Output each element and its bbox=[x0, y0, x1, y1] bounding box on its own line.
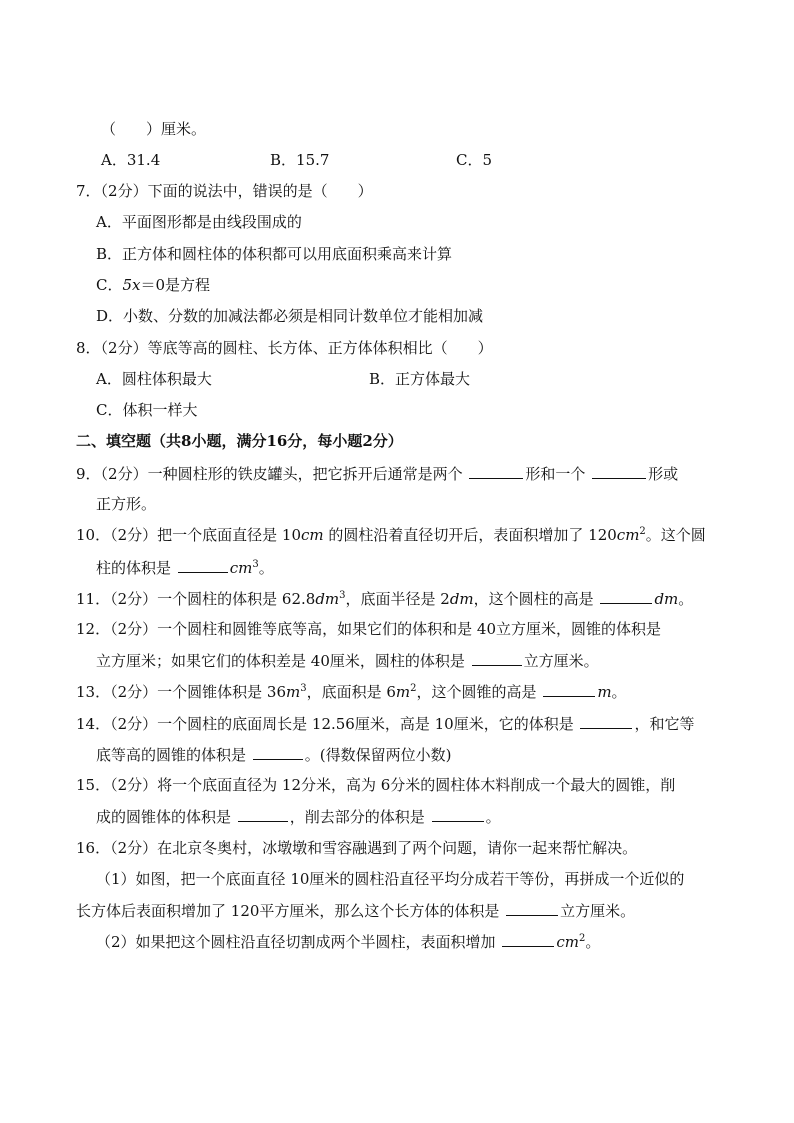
q13-unit-m-3: m bbox=[597, 683, 612, 701]
q10-unit-cm-3: cm bbox=[229, 559, 253, 577]
q6-tail: （ ）厘米。 bbox=[101, 120, 207, 138]
q10-unit-cm-2: cm bbox=[616, 526, 640, 544]
q10-line-1 bbox=[76, 525, 706, 545]
q11-blank[interactable] bbox=[600, 588, 652, 604]
q16-text-c: （2）如果把这个圆柱沿直径切割成两个半圆柱，表面积增加 bbox=[96, 933, 501, 951]
q13-line bbox=[76, 681, 627, 702]
q6-option-b: B．15.7 bbox=[270, 151, 330, 169]
q10-line-2 bbox=[96, 557, 274, 578]
q13-sup-2: 2 bbox=[410, 683, 417, 694]
q8-option-b: B．正方体最大 bbox=[369, 370, 471, 388]
q9-line-2: 正方形。 bbox=[96, 495, 157, 513]
q7-stem: 7．（2分）下面的说法中，错误的是（ ） bbox=[76, 182, 373, 200]
q15-text-a: 成的圆锥体的体积是 bbox=[96, 808, 236, 826]
q12-line-2 bbox=[96, 650, 599, 671]
q16-end: 。 bbox=[585, 933, 601, 951]
q11-sup-3: 3 bbox=[339, 590, 346, 601]
q8-stem: 8．（2分）等底等高的圆柱、长方体、正方体体积相比（ ） bbox=[76, 339, 493, 357]
q16-part-2 bbox=[96, 931, 600, 952]
q14-text-b: ，和它等 bbox=[634, 715, 695, 733]
q16-blank-1[interactable] bbox=[506, 900, 558, 916]
q16-part-1-line-1: （1）如图，把一个底面直径 10厘米的圆柱沿直径平均分成若干等份，再拼成一个近似的 bbox=[96, 870, 685, 888]
q8-option-c: C．体积一样大 bbox=[96, 401, 198, 419]
q9-text-b: 形和一个 bbox=[525, 465, 591, 483]
q15-line-1: 15．（2分）将一个底面直径为 12分米，高为 6分米的圆柱体木料削成一个最大的圆锥，削 bbox=[76, 776, 676, 794]
q9-blank-1[interactable] bbox=[469, 463, 523, 479]
q16-sup-2: 2 bbox=[578, 933, 586, 944]
q14-line-2 bbox=[96, 744, 452, 765]
q14-text-a: 14．（2分）一个圆柱的底面周长是 12.56厘米，高是 10厘米，它的体积是 bbox=[76, 715, 579, 733]
q11-text-b: ，底面半径是 2 bbox=[345, 590, 450, 608]
q16-unit-cm: cm bbox=[556, 933, 579, 951]
q11-line bbox=[76, 588, 693, 609]
q10-text-c: 。这个圆 bbox=[645, 526, 706, 544]
q16-stem: 16．（2分）在北京冬奥村，冰墩墩和雪容融遇到了两个问题，请你一起来帮忙解决。 bbox=[76, 839, 638, 857]
q11-unit-dm-2: dm bbox=[449, 590, 474, 608]
q11-text-a: 11．（2分）一个圆柱的体积是 62.8 bbox=[76, 590, 316, 608]
q15-end: 。 bbox=[485, 808, 501, 826]
q9-line-1 bbox=[76, 463, 678, 484]
q10-unit-cm: cm bbox=[301, 526, 324, 544]
q14-line-1 bbox=[76, 713, 694, 734]
q6-option-a: A．31.4 bbox=[101, 151, 161, 169]
q16-blank-2[interactable] bbox=[502, 931, 554, 947]
q7-option-a: A．平面图形都是由线段围成的 bbox=[96, 213, 302, 231]
q13-text-c: ，这个圆锥的高是 bbox=[416, 683, 542, 701]
q15-text-b: ，削去部分的体积是 bbox=[289, 808, 430, 826]
q7-option-c bbox=[96, 275, 210, 295]
q11-unit-dm-3: dm bbox=[654, 590, 679, 608]
q16-text-a: 长方体后表面积增加了 120平方厘米，那么这个长方体的体积是 bbox=[76, 902, 505, 920]
q7-option-c-rest: ＝0是方程 bbox=[140, 276, 211, 294]
q13-end: 。 bbox=[611, 683, 627, 701]
q10-text-a: 10．（2分）把一个底面直径是 10 bbox=[76, 526, 301, 544]
q8-option-a: A．圆柱体积最大 bbox=[96, 370, 212, 388]
q13-unit-m: m bbox=[286, 683, 301, 701]
q12-blank[interactable] bbox=[472, 650, 522, 666]
q13-unit-m-2: m bbox=[395, 683, 411, 701]
section-2-title: 二、填空题（共8小题，满分16分，每小题2分） bbox=[76, 432, 403, 450]
q10-text-d: 柱的体积是 bbox=[96, 559, 176, 577]
q7-option-c-var: 5x bbox=[122, 276, 141, 294]
q11-end: 。 bbox=[678, 590, 694, 608]
q15-line-2 bbox=[96, 806, 501, 827]
q7-option-b: B．正方体和圆柱体的体积都可以用底面积乘高来计算 bbox=[96, 245, 453, 263]
q13-blank[interactable] bbox=[543, 681, 595, 697]
q10-text-b: 的圆柱沿着直径切开后，表面积增加了 120 bbox=[323, 526, 617, 544]
q12-line-1: 12．（2分）一个圆柱和圆锥等底等高，如果它们的体积和是 40立方厘米，圆锥的体积是 bbox=[76, 620, 661, 638]
q16-text-b: 立方厘米。 bbox=[560, 902, 636, 920]
q9-text-c: 形或 bbox=[648, 465, 679, 483]
q15-blank-1[interactable] bbox=[238, 806, 288, 822]
q13-text-b: ，底面积是 6 bbox=[306, 683, 396, 701]
q14-text-d: 。(得数保留两位小数) bbox=[304, 746, 452, 764]
q10-end: 。 bbox=[258, 559, 274, 577]
q11-unit-dm: dm bbox=[315, 590, 340, 608]
q16-part-1-line-2 bbox=[76, 900, 635, 921]
q14-blank-1[interactable] bbox=[580, 713, 632, 729]
q7-option-d: D．小数、分数的加减法都必须是相同计数单位才能相加减 bbox=[96, 307, 484, 325]
q11-text-c: ，这个圆柱的高是 bbox=[473, 590, 599, 608]
q13-sup-3: 3 bbox=[300, 683, 307, 694]
q15-blank-2[interactable] bbox=[432, 806, 484, 822]
q9-text-a: 9．（2分）一种圆柱形的铁皮罐头，把它拆开后通常是两个 bbox=[76, 465, 468, 483]
q14-blank-2[interactable] bbox=[253, 744, 303, 760]
q12-text-a: 立方厘米；如果它们的体积差是 40厘米，圆柱的体积是 bbox=[96, 652, 470, 670]
q10-sup-3: 3 bbox=[252, 559, 259, 570]
q14-text-c: 底等高的圆锥的体积是 bbox=[96, 746, 251, 764]
q9-blank-2[interactable] bbox=[592, 463, 646, 479]
q13-text-a: 13．（2分）一个圆锥体积是 36 bbox=[76, 683, 286, 701]
q10-blank[interactable] bbox=[178, 557, 228, 573]
q10-sup-2: 2 bbox=[639, 526, 646, 537]
q6-option-c: C．5 bbox=[456, 151, 493, 169]
q7-option-c-prefix: C． bbox=[96, 276, 123, 294]
q12-text-b: 立方厘米。 bbox=[523, 652, 599, 670]
